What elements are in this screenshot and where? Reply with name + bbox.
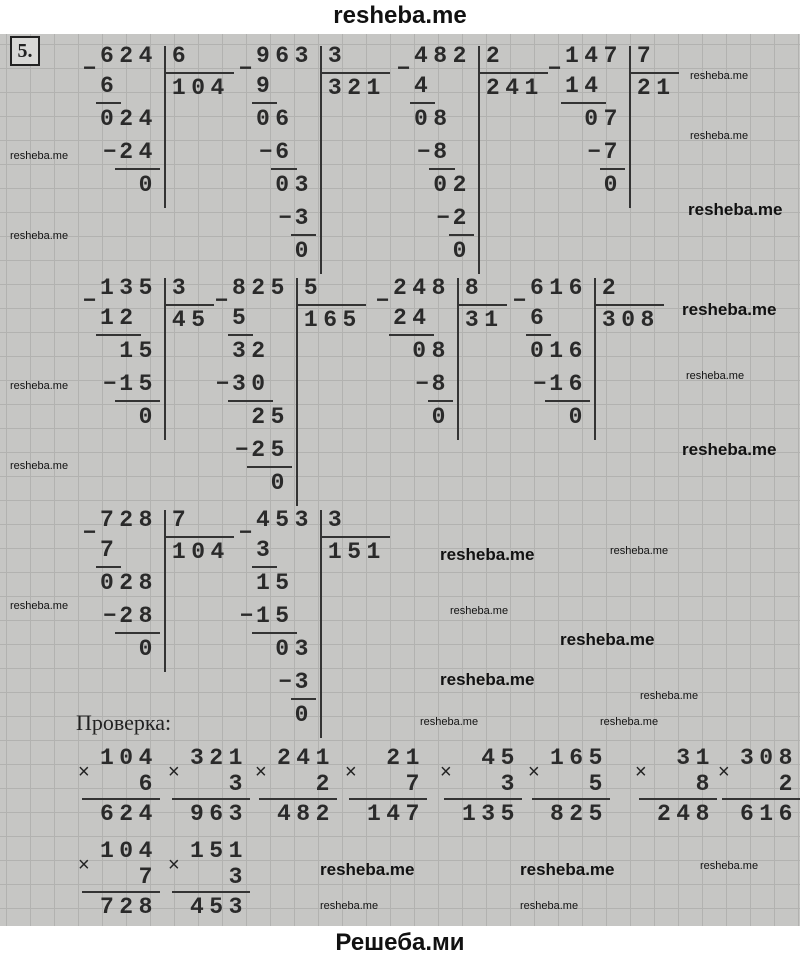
product-line bbox=[82, 891, 160, 893]
quotient-line bbox=[164, 72, 234, 74]
minus-sign: − bbox=[376, 289, 390, 314]
multiplier: 3 bbox=[228, 864, 248, 890]
quotient-line bbox=[457, 304, 508, 306]
multiplier: 7 bbox=[405, 771, 425, 797]
divisor: 7 bbox=[636, 43, 657, 69]
product-line bbox=[82, 798, 160, 800]
minus-sign: − bbox=[216, 372, 230, 397]
minus-sign: − bbox=[239, 521, 253, 546]
dividend: 963 bbox=[256, 43, 314, 69]
watermark: resheba.me bbox=[520, 900, 579, 912]
division-bar bbox=[478, 46, 480, 274]
subtract-line bbox=[252, 566, 277, 568]
watermark: resheba.me bbox=[640, 690, 699, 702]
minus-sign: − bbox=[240, 604, 254, 629]
remainder: 0 bbox=[138, 172, 158, 198]
subtract-line bbox=[600, 168, 625, 170]
divisor: 3 bbox=[327, 43, 348, 69]
subtrahend: 15 bbox=[256, 603, 295, 629]
site-header: resheba.me bbox=[333, 2, 467, 29]
multiplicand: 21 bbox=[386, 745, 425, 771]
product-line bbox=[532, 798, 610, 800]
remainder: 0 bbox=[294, 702, 314, 728]
subtract-line bbox=[247, 466, 292, 468]
subtrahend: 12 bbox=[100, 305, 139, 331]
remainder: 0 bbox=[138, 636, 158, 662]
product-line bbox=[349, 798, 427, 800]
subtract-line bbox=[561, 102, 606, 104]
subtrahend: 14 bbox=[565, 73, 604, 99]
minus-sign: − bbox=[83, 521, 97, 546]
minus-sign: − bbox=[417, 140, 431, 165]
quotient-line bbox=[320, 72, 390, 74]
subtract-line bbox=[410, 102, 435, 104]
quotient-line bbox=[164, 304, 215, 306]
subtract-line bbox=[449, 234, 474, 236]
subtrahend: 3 bbox=[294, 669, 314, 695]
quotient: 31 bbox=[464, 307, 504, 333]
multiplier: 3 bbox=[228, 771, 248, 797]
quotient-line bbox=[594, 304, 664, 306]
watermark: resheba.me bbox=[10, 230, 69, 242]
subtract-line bbox=[545, 400, 590, 402]
dividend: 728 bbox=[100, 507, 158, 533]
quotient: 165 bbox=[303, 307, 362, 333]
subtrahend: 3 bbox=[294, 205, 314, 231]
remainder: 0 bbox=[138, 404, 158, 430]
multiplier: 2 bbox=[315, 771, 335, 797]
times-sign: × bbox=[718, 761, 730, 783]
subtract-line bbox=[115, 400, 160, 402]
remainder: 25 bbox=[251, 404, 290, 430]
quotient-line bbox=[296, 304, 366, 306]
subtrahend: 6 bbox=[100, 73, 120, 99]
quotient: 104 bbox=[171, 75, 230, 101]
dividend: 147 bbox=[565, 43, 623, 69]
multiplicand: 45 bbox=[481, 745, 520, 771]
times-sign: × bbox=[528, 761, 540, 783]
minus-sign: − bbox=[83, 289, 97, 314]
task-number: 5. bbox=[10, 36, 40, 66]
watermark: resheba.me bbox=[10, 460, 69, 472]
minus-sign: − bbox=[103, 140, 117, 165]
minus-sign: − bbox=[278, 670, 292, 695]
watermark: resheba.me bbox=[520, 860, 615, 879]
divisor: 2 bbox=[601, 275, 622, 301]
subtrahend: 7 bbox=[603, 139, 623, 165]
watermark: resheba.me bbox=[10, 600, 69, 612]
remainder: 07 bbox=[584, 106, 623, 132]
product: 482 bbox=[277, 801, 335, 827]
multiplicand: 31 bbox=[676, 745, 715, 771]
quotient: 151 bbox=[327, 539, 386, 565]
dividend: 453 bbox=[256, 507, 314, 533]
multiplicand: 104 bbox=[100, 838, 158, 864]
minus-sign: − bbox=[239, 57, 253, 82]
minus-sign: − bbox=[415, 372, 429, 397]
subtract-line bbox=[115, 632, 160, 634]
minus-sign: − bbox=[513, 289, 527, 314]
minus-sign: − bbox=[436, 206, 450, 231]
subtract-line bbox=[252, 102, 277, 104]
subtract-line bbox=[115, 168, 160, 170]
product-line bbox=[172, 891, 250, 893]
watermark: resheba.me bbox=[440, 545, 535, 564]
divisor: 3 bbox=[171, 275, 192, 301]
subtrahend: 16 bbox=[549, 371, 588, 397]
watermark: resheba.me bbox=[450, 605, 509, 617]
watermark: resheba.me bbox=[700, 860, 759, 872]
division-bar bbox=[164, 46, 166, 208]
product-line bbox=[639, 798, 717, 800]
watermark: resheba.me bbox=[560, 630, 655, 649]
remainder: 016 bbox=[530, 338, 588, 364]
subtract-line bbox=[252, 632, 297, 634]
divisor: 5 bbox=[303, 275, 324, 301]
product: 825 bbox=[550, 801, 608, 827]
times-sign: × bbox=[168, 854, 180, 876]
division-bar bbox=[164, 278, 166, 440]
subtrahend: 24 bbox=[393, 305, 432, 331]
product-line bbox=[722, 798, 800, 800]
minus-sign: − bbox=[397, 57, 411, 82]
quotient: 45 bbox=[171, 307, 211, 333]
division-bar bbox=[320, 46, 322, 274]
subtract-line bbox=[526, 334, 551, 336]
subtract-line bbox=[389, 334, 434, 336]
multiplicand: 165 bbox=[550, 745, 608, 771]
subtrahend: 28 bbox=[119, 603, 158, 629]
divisor: 7 bbox=[171, 507, 192, 533]
product: 147 bbox=[367, 801, 425, 827]
times-sign: × bbox=[635, 761, 647, 783]
remainder: 03 bbox=[275, 172, 314, 198]
subtrahend: 6 bbox=[530, 305, 550, 331]
watermark: resheba.me bbox=[600, 716, 659, 728]
subtrahend: 30 bbox=[232, 371, 271, 397]
remainder: 0 bbox=[568, 404, 588, 430]
remainder: 0 bbox=[452, 238, 472, 264]
subtrahend: 24 bbox=[119, 139, 158, 165]
subtract-line bbox=[96, 334, 141, 336]
watermark: resheba.me bbox=[10, 380, 69, 392]
times-sign: × bbox=[440, 761, 452, 783]
remainder: 0 bbox=[294, 238, 314, 264]
watermark: resheba.me bbox=[320, 900, 379, 912]
quotient-line bbox=[629, 72, 680, 74]
product: 616 bbox=[740, 801, 798, 827]
remainder: 06 bbox=[256, 106, 295, 132]
subtract-line bbox=[291, 698, 316, 700]
multiplier: 6 bbox=[138, 771, 158, 797]
quotient-line bbox=[478, 72, 548, 74]
subtract-line bbox=[228, 334, 253, 336]
subtract-line bbox=[428, 400, 453, 402]
quotient: 241 bbox=[485, 75, 544, 101]
division-bar bbox=[296, 278, 298, 506]
multiplicand: 308 bbox=[740, 745, 798, 771]
dividend: 248 bbox=[393, 275, 451, 301]
minus-sign: − bbox=[215, 289, 229, 314]
site-footer: Решеба.ми bbox=[335, 929, 465, 956]
subtrahend: 4 bbox=[414, 73, 434, 99]
dividend: 482 bbox=[414, 43, 472, 69]
subtrahend: 5 bbox=[232, 305, 252, 331]
subtract-line bbox=[429, 168, 454, 170]
watermark: resheba.me bbox=[420, 716, 479, 728]
product: 248 bbox=[657, 801, 715, 827]
subtrahend: 9 bbox=[256, 73, 276, 99]
times-sign: × bbox=[255, 761, 267, 783]
multiplier: 8 bbox=[695, 771, 715, 797]
multiplicand: 104 bbox=[100, 745, 158, 771]
subtract-line bbox=[96, 102, 121, 104]
minus-sign: − bbox=[103, 604, 117, 629]
times-sign: × bbox=[345, 761, 357, 783]
dividend: 616 bbox=[530, 275, 588, 301]
dividend: 825 bbox=[232, 275, 290, 301]
division-bar bbox=[629, 46, 631, 208]
subtrahend: 3 bbox=[256, 537, 276, 563]
subtrahend: 15 bbox=[119, 371, 158, 397]
division-bar bbox=[164, 510, 166, 672]
dividend: 624 bbox=[100, 43, 158, 69]
minus-sign: − bbox=[259, 140, 273, 165]
watermark: resheba.me bbox=[682, 300, 777, 319]
subtrahend: 8 bbox=[431, 371, 451, 397]
minus-sign: − bbox=[83, 57, 97, 82]
remainder: 15 bbox=[119, 338, 158, 364]
watermark: resheba.me bbox=[686, 370, 745, 382]
dividend: 135 bbox=[100, 275, 158, 301]
remainder: 028 bbox=[100, 570, 158, 596]
subtrahend: 2 bbox=[452, 205, 472, 231]
times-sign: × bbox=[168, 761, 180, 783]
multiplicand: 321 bbox=[190, 745, 248, 771]
subtract-line bbox=[228, 400, 273, 402]
multiplicand: 241 bbox=[277, 745, 335, 771]
quotient: 104 bbox=[171, 539, 230, 565]
watermark: resheba.me bbox=[10, 150, 69, 162]
watermark: resheba.me bbox=[440, 670, 535, 689]
minus-sign: − bbox=[587, 140, 601, 165]
subtrahend: 8 bbox=[433, 139, 453, 165]
watermark: resheba.me bbox=[690, 70, 749, 82]
check-title: Проверка: bbox=[76, 710, 172, 735]
remainder: 0 bbox=[603, 172, 623, 198]
quotient: 308 bbox=[601, 307, 660, 333]
times-sign: × bbox=[78, 761, 90, 783]
product: 453 bbox=[190, 894, 248, 920]
multiplier: 2 bbox=[778, 771, 798, 797]
product-line bbox=[259, 798, 337, 800]
subtrahend: 7 bbox=[100, 537, 120, 563]
minus-sign: − bbox=[103, 372, 117, 397]
remainder: 02 bbox=[433, 172, 472, 198]
multiplier: 5 bbox=[588, 771, 608, 797]
watermark: resheba.me bbox=[688, 200, 783, 219]
remainder: 15 bbox=[256, 570, 295, 596]
remainder: 0 bbox=[431, 404, 451, 430]
watermark: resheba.me bbox=[690, 130, 749, 142]
minus-sign: − bbox=[235, 438, 249, 463]
multiplier: 3 bbox=[500, 771, 520, 797]
product-line bbox=[172, 798, 250, 800]
subtract-line bbox=[96, 566, 121, 568]
remainder: 024 bbox=[100, 106, 158, 132]
divisor: 2 bbox=[485, 43, 506, 69]
times-sign: × bbox=[78, 854, 90, 876]
quotient: 321 bbox=[327, 75, 386, 101]
subtract-line bbox=[291, 234, 316, 236]
minus-sign: − bbox=[278, 206, 292, 231]
divisor: 8 bbox=[464, 275, 485, 301]
remainder: 0 bbox=[270, 470, 290, 496]
minus-sign: − bbox=[533, 372, 547, 397]
division-bar bbox=[457, 278, 459, 440]
product: 963 bbox=[190, 801, 248, 827]
remainder: 08 bbox=[412, 338, 451, 364]
multiplier: 7 bbox=[138, 864, 158, 890]
remainder: 08 bbox=[414, 106, 453, 132]
product: 135 bbox=[462, 801, 520, 827]
watermark: resheba.me bbox=[682, 440, 777, 459]
quotient-line bbox=[320, 536, 390, 538]
product-line bbox=[444, 798, 522, 800]
divisor: 3 bbox=[327, 507, 348, 533]
remainder: 32 bbox=[232, 338, 271, 364]
subtrahend: 25 bbox=[251, 437, 290, 463]
watermark: resheba.me bbox=[610, 545, 669, 557]
product: 624 bbox=[100, 801, 158, 827]
division-bar bbox=[594, 278, 596, 440]
division-bar bbox=[320, 510, 322, 738]
multiplicand: 151 bbox=[190, 838, 248, 864]
divisor: 6 bbox=[171, 43, 192, 69]
subtrahend: 6 bbox=[275, 139, 295, 165]
product: 728 bbox=[100, 894, 158, 920]
quotient: 21 bbox=[636, 75, 676, 101]
subtract-line bbox=[271, 168, 296, 170]
remainder: 03 bbox=[275, 636, 314, 662]
quotient-line bbox=[164, 536, 234, 538]
watermark: resheba.me bbox=[320, 860, 415, 879]
minus-sign: − bbox=[548, 57, 562, 82]
